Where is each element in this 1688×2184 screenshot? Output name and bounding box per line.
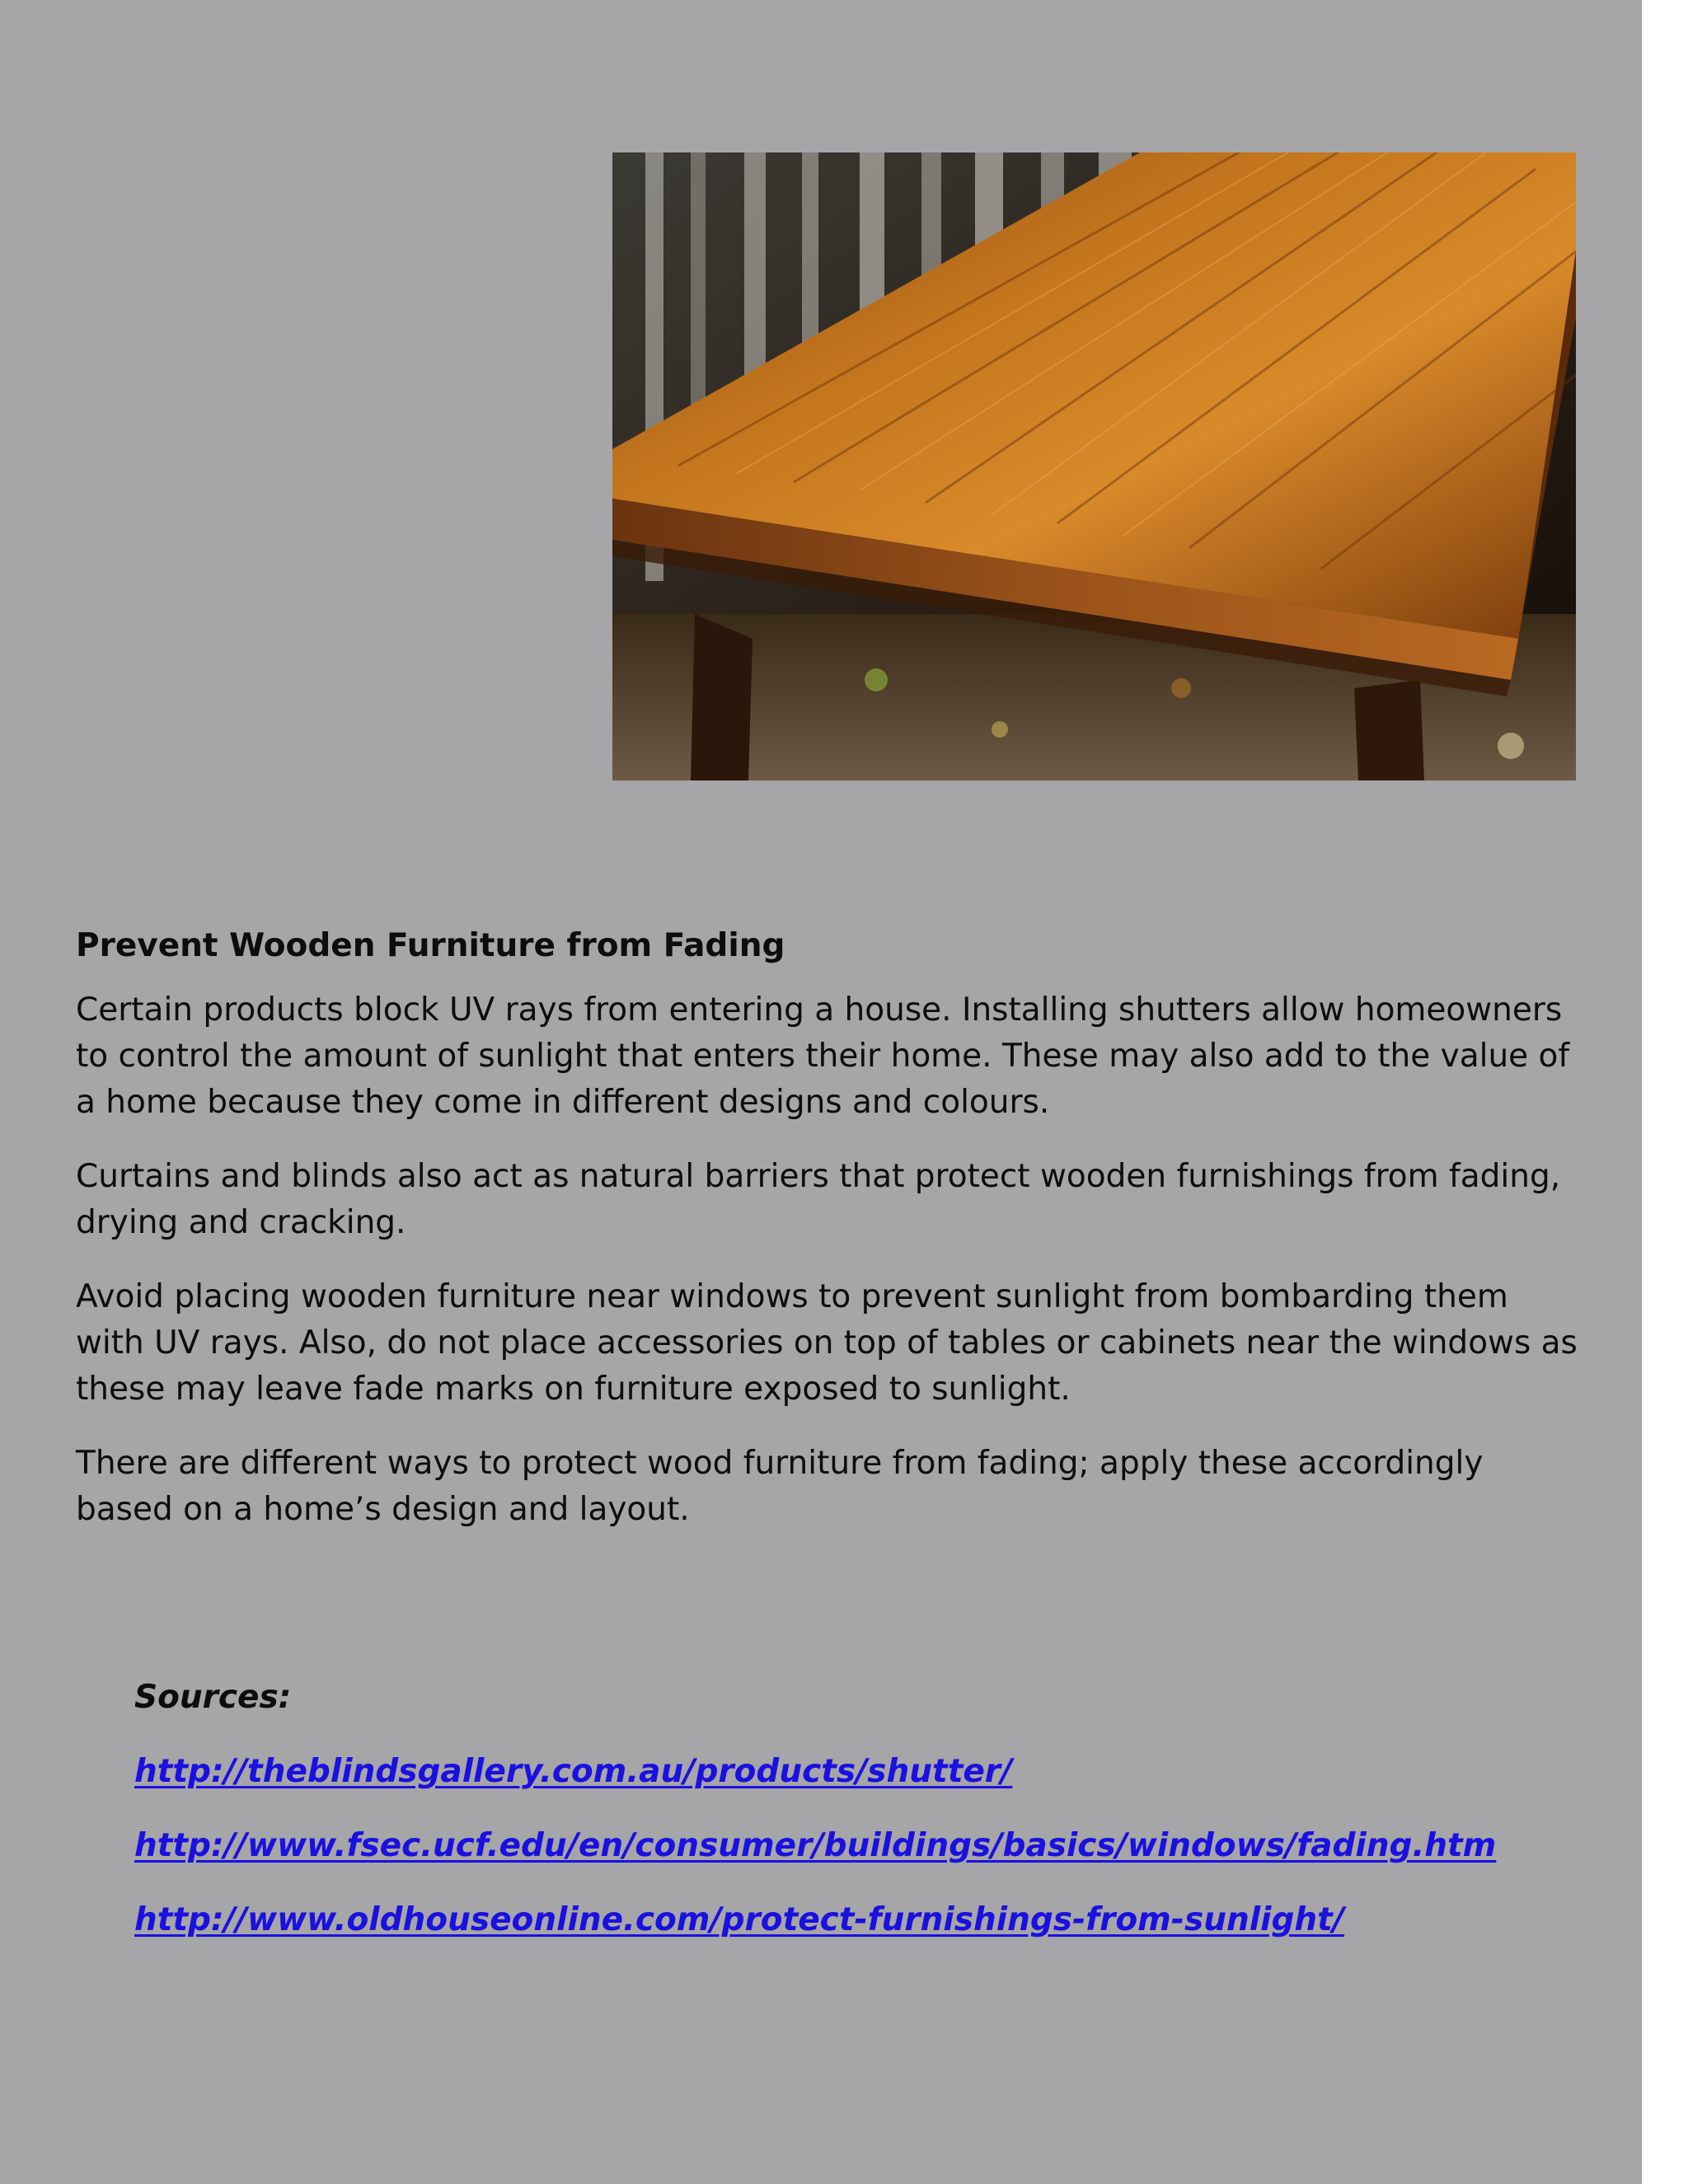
- article-paragraph: Curtains and blinds also act as natural barriers that protect wooden furnishings from fading, drying and cracking.: [76, 1158, 1561, 1241]
- sources-section: [134, 1675, 1593, 1971]
- sources-label: Sources:: [134, 1679, 292, 1716]
- article-paragraph: Certain products block UV rays from entering a house. Installing shutters allow homeowners to control the amount of sunlight that enters their home. These may also add to the value of a home because they come in different designs and colours.: [76, 991, 1570, 1121]
- article-paragraph: Avoid placing wooden furniture near windows to prevent sunlight from bombarding them with UV rays. Also, do not place accessories on top of tables or cabinets near the windows as these may leave fade marks on furniture exposed to sunlight.: [76, 1278, 1578, 1408]
- article: [76, 923, 1584, 1561]
- source-link-blinds-gallery[interactable]: http://theblindsgallery.com.au/products/shutter/: [134, 1753, 1013, 1790]
- source-link-fsec[interactable]: http://www.fsec.ucf.edu/en/consumer/buildings/basics/windows/fading.htm: [134, 1827, 1497, 1864]
- source-link-old-house-online[interactable]: http://www.oldhouseonline.com/protect-furnishings-from-sunlight/: [134, 1901, 1345, 1938]
- article-title: Prevent Wooden Furniture from Fading: [76, 927, 785, 964]
- wooden-table-photo: [612, 152, 1576, 780]
- wooden-table-image: [612, 152, 1576, 780]
- article-paragraph: There are different ways to protect wood furniture from fading; apply these accordingly based on a home’s design and layout.: [76, 1445, 1484, 1528]
